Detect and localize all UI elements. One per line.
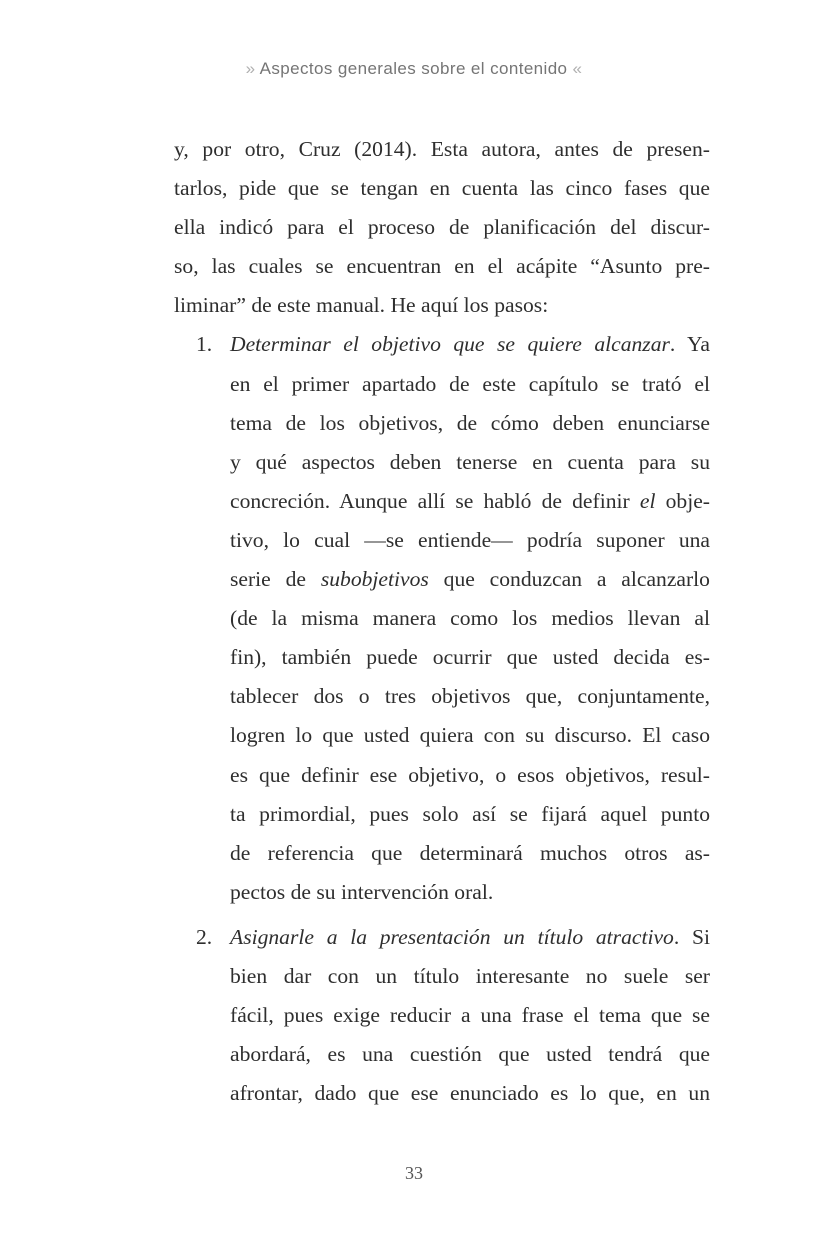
text-line: tivo, lo cual —se entiende— podría suponer una	[230, 527, 710, 552]
text-line	[230, 560, 710, 599]
step-title-line	[230, 918, 710, 957]
text-line: pectos de su intervención oral.	[230, 879, 494, 904]
header-left-marker: »	[245, 59, 256, 78]
text-fragment: serie de	[230, 567, 306, 592]
text-line: en el primer apartado de este capítulo se trató el	[230, 371, 710, 396]
text-line: tarlos, pide que se tengan en cuenta las cinco fases que	[174, 176, 710, 201]
text-line: (de la misma manera como los medios llevan al	[230, 606, 710, 631]
text-line: ta primordial, pues solo así se fijará aquel punto	[230, 801, 710, 826]
step-title: Determinar el objetivo que se quiere alcanzar	[230, 332, 670, 357]
page-number: 33	[405, 1163, 423, 1183]
text-line: ella indicó para el proceso de planificación del discur-	[174, 215, 710, 240]
header-right-marker: «	[572, 59, 583, 78]
text-line: es que definir ese objetivo, o esos objetivos, resul-	[230, 762, 710, 787]
text-fragment: obje-	[665, 488, 710, 513]
text-line: tablecer dos o tres objetivos que, conjuntamente,	[230, 684, 710, 709]
list-item-1	[174, 325, 710, 911]
running-header	[0, 59, 828, 79]
step-title: Asignarle a la presentación un título atractivo	[230, 924, 674, 949]
text-line: liminar” de este manual. He aquí los pasos:	[174, 293, 549, 318]
list-item-2	[174, 918, 710, 1113]
text-fragment: que conduzcan a alcanzarlo	[443, 567, 710, 592]
list-number: 1.	[196, 332, 213, 357]
text-line: bien dar con un título interesante no suele ser	[230, 963, 710, 988]
intro-paragraph	[174, 130, 710, 325]
text-line: afrontar, dado que ese enunciado es lo que, en un	[230, 1081, 710, 1106]
text-line: logren lo que usted quiera con su discurso. El caso	[230, 723, 710, 748]
text-line: y qué aspectos deben tenerse en cuenta para su	[230, 449, 710, 474]
text-line: de referencia que determinará muchos otros as-	[230, 840, 710, 865]
text-line: y, por otro, Cruz (2014). Esta autora, antes de presen-	[174, 137, 710, 161]
list-number: 2.	[196, 924, 213, 949]
emphasis: el	[639, 488, 656, 513]
text-line: tema de los objetivos, de cómo deben enunciarse	[230, 410, 710, 435]
emphasis: subobjetivos	[320, 567, 429, 592]
text-fragment: concreción. Aunque allí se habló de definir	[230, 488, 630, 513]
text-line: fin), también puede ocurrir que usted decida es-	[230, 645, 710, 670]
step-title-suffix: . Ya	[669, 332, 711, 357]
header-title: Aspectos generales sobre el contenido	[259, 59, 568, 78]
step-title-suffix: . Si	[673, 924, 710, 949]
body-text	[174, 130, 710, 1113]
text-line	[230, 482, 710, 521]
text-line: fácil, pues exige reducir a una frase el tema que se	[230, 1003, 710, 1028]
text-line: abordará, es una cuestión que usted tendrá que	[230, 1042, 710, 1067]
text-line: so, las cuales se encuentran en el acápite “Asunto pre-	[174, 254, 710, 279]
step-title-line	[230, 325, 710, 364]
